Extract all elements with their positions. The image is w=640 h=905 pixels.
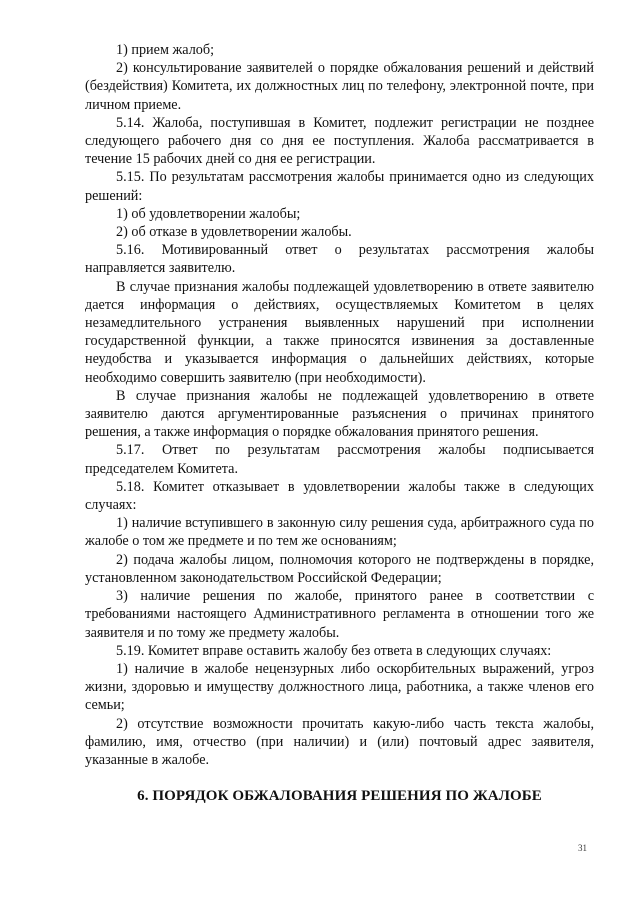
paragraph-decision-2: 2) об отказе в удовлетворении жалобы. — [116, 224, 352, 241]
paragraph-5-15: 5.15. По результатам рассмотрения жалобы принимается одно из следующих решений: — [85, 169, 594, 204]
paragraph-5-14: 5.14. Жалоба, поступившая в Комитет, подлежит регистрации не позднее следующего рабочего дня со дня ее поступления. Жалоба рассматривается в течение 15 рабочих дней со дня ее регистрации. — [85, 114, 594, 168]
paragraph-no-answer-1: 1) наличие в жалобе нецензурных либо оскорбительных выражений, угроз жизни, здоровью и имуществу должностного лица, работника, а также членов его семьи; — [85, 660, 594, 714]
paragraph-refusal-2: 2) подача жалобы лицом, полномочия которого не подтверждены в порядке, установленном законодательством Российской Федерации; — [85, 551, 594, 586]
page-number: 31 — [578, 843, 587, 853]
document-body — [85, 41, 594, 805]
paragraph-rejected-case: В случае признания жалобы не подлежащей удовлетворению в ответе заявителю даются аргументированные разъяснения о причинах принятого решения, а также информация о порядке обжалования принятого решения. — [85, 387, 594, 441]
paragraph-refusal-1: 1) наличие вступившего в законную силу решения суда, арбитражного суда по жалобе о том же предмете и по тем же основаниям; — [85, 515, 594, 550]
section-heading: 6. ПОРЯДОК ОБЖАЛОВАНИЯ РЕШЕНИЯ ПО ЖАЛОБЕ — [137, 788, 542, 805]
paragraph-decision-1: 1) об удовлетворении жалобы; — [116, 205, 301, 222]
paragraph-item-2: 2) консультирование заявителей о порядке обжалования решений и действий (бездействия) Комитета, их должностных лиц по телефону, электронной почте, при личном приеме. — [85, 60, 594, 113]
paragraph-5-16: 5.16. Мотивированный ответ о результатах рассмотрения жалобы направляется заявителю. — [85, 242, 594, 277]
paragraph-no-answer-2: 2) отсутствие возможности прочитать какую-либо часть текста жалобы, фамилию, имя, отчество (при наличии) и (или) почтовый адрес заявителя, указанные в жалобе. — [85, 715, 594, 768]
paragraph-refusal-3: 3) наличие решения по жалобе, принятого ранее в соответствии с требованиями настоящего Административного регламента в отношении того же заявителя и по тому же предмету жалобы. — [85, 588, 594, 641]
paragraph-5-19: 5.19. Комитет вправе оставить жалобу без ответа в следующих случаях: — [116, 642, 552, 659]
paragraph-5-18: 5.18. Комитет отказывает в удовлетворении жалобы также в следующих случаях: — [85, 478, 594, 514]
paragraph-5-17: 5.17. Ответ по результатам рассмотрения жалобы подписывается председателем Комитета. — [85, 442, 594, 477]
paragraph-item-1: 1) прием жалоб; — [116, 42, 215, 58]
paragraph-satisfied-case: В случае признания жалобы подлежащей удовлетворению в ответе заявителю дается информация о действиях, осуществляемых Комитетом в целях незамедлительного устранения выявленных нарушений при исполнении государственной функции, а также приносятся извинения за доставленные неудобства и указывается информация о дальнейших действиях, которые необходимо совершить заявителю (при необходимости). — [85, 278, 594, 386]
